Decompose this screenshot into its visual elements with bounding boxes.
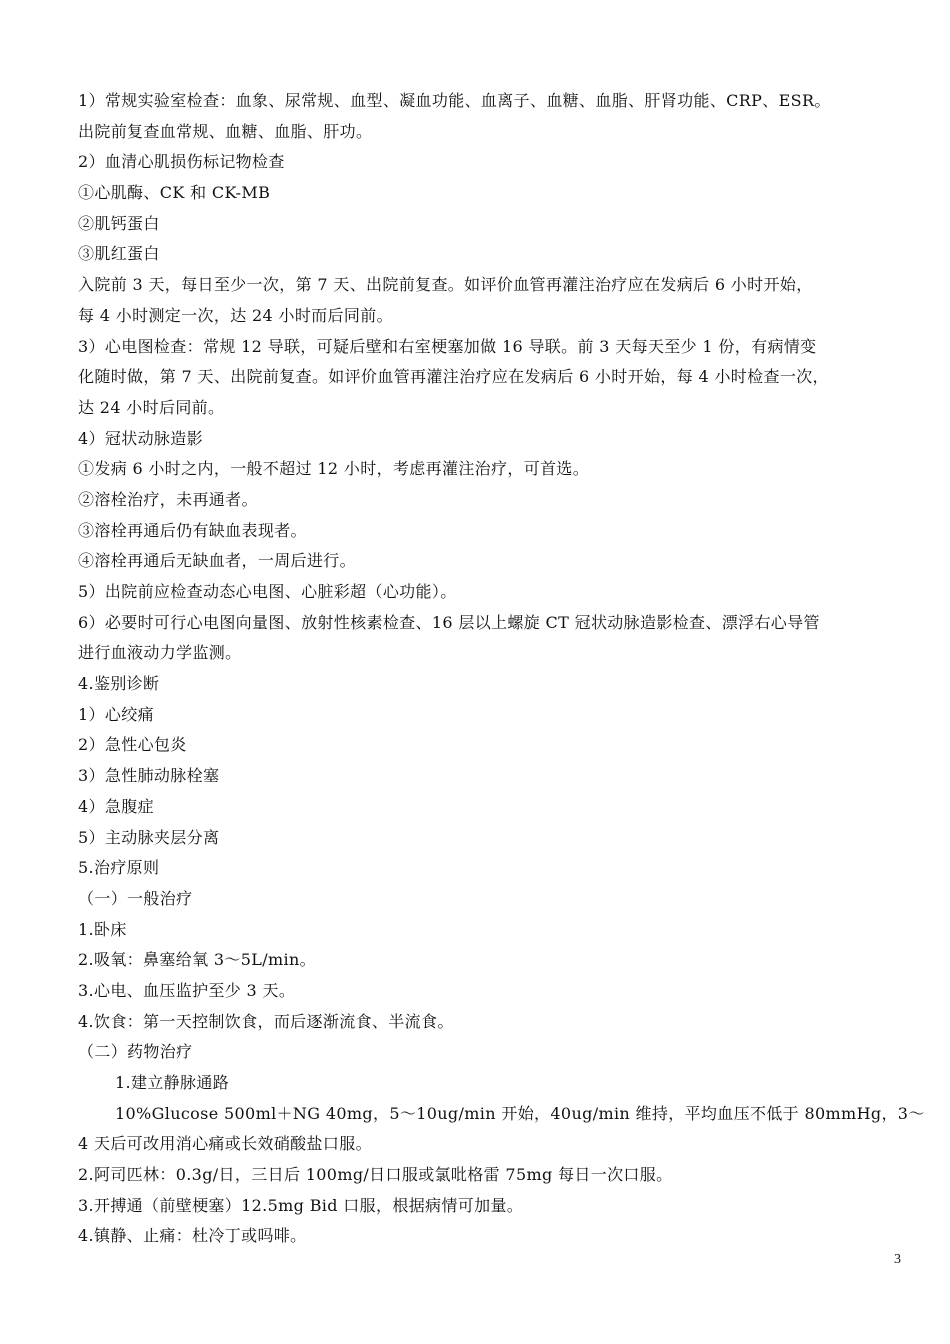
list-item: ③肌红蛋白 [78, 244, 160, 264]
list-item: 2.吸氧：鼻塞给氧 3～5L/min。 [78, 950, 316, 970]
document-body [78, 86, 925, 1252]
section-heading: 4.鉴别诊断 [78, 674, 160, 694]
list-item: ③溶栓再通后仍有缺血表现者。 [78, 520, 307, 540]
text-line: 10%Glucose 500ml＋NG 40mg，5～10ug/min 开始，40ug/min 维持，平均血压不低于 80mmHg，3～ [115, 1103, 925, 1123]
text-line: 入院前 3 天，每日至少一次，第 7 天、出院前复查。如评价血管再灌注治疗应在发病后 6 小时开始， [78, 275, 813, 295]
list-item: 4）急腹症 [78, 796, 154, 816]
text-line: 3）心电图检查：常规 12 导联，可疑后壁和右室梗塞加做 16 导联。前 3 天每天至少 1 份，有病情变 [78, 336, 817, 356]
list-item: 3.心电、血压监护至少 3 天。 [78, 980, 296, 1000]
subsection-heading: （一）一般治疗 [78, 888, 193, 908]
list-item: ②肌钙蛋白 [78, 213, 160, 233]
list-item: ②溶栓治疗，未再通者。 [78, 489, 258, 509]
section-heading: 2）血清心肌损伤标记物检查 [78, 152, 285, 172]
subsection-heading: （二）药物治疗 [78, 1042, 193, 1062]
text-line: 5）出院前应检查动态心电图、心脏彩超（心功能）。 [78, 582, 457, 601]
section-heading: 4）冠状动脉造影 [78, 428, 203, 448]
list-item: 2.阿司匹林：0.3g/日，三日后 100mg/日口服或氯吡格雷 75mg 每日一次口服。 [78, 1165, 673, 1185]
list-item: 3）急性肺动脉栓塞 [78, 766, 220, 786]
text-line: 每 4 小时测定一次，达 24 小时而后同前。 [78, 305, 393, 325]
text-line: 1）常规实验室检查：血象、尿常规、血型、凝血功能、血离子、血糖、血脂、肝肾功能、CRP、ESR。 [78, 91, 831, 110]
list-item: ④溶栓再通后无缺血者，一周后进行。 [78, 551, 356, 571]
list-item: 3.开搏通（前壁梗塞）12.5mg Bid 口服，根据病情可加量。 [78, 1195, 524, 1215]
section-heading: 5.治疗原则 [78, 858, 160, 878]
list-item: 5）主动脉夹层分离 [78, 827, 220, 847]
list-item: 4.饮食：第一天控制饮食，而后逐渐流食、半流食。 [78, 1011, 454, 1031]
text-line: 4 天后可改用消心痛或长效硝酸盐口服。 [78, 1134, 372, 1154]
list-item: ①发病 6 小时之内，一般不超过 12 小时，考虑再灌注治疗，可首选。 [78, 459, 590, 479]
list-item: 2）急性心包炎 [78, 735, 187, 755]
text-line: 进行血液动力学监测。 [78, 643, 242, 663]
text-line: 6）必要时可行心电图向量图、放射性核素检查、16 层以上螺旋 CT 冠状动脉造影检查、漂浮右心导管 [78, 612, 820, 632]
list-item: 4.镇静、止痛：杜冷丁或吗啡。 [78, 1226, 307, 1246]
list-item: 1）心绞痛 [78, 704, 154, 724]
page-number: 3 [894, 1252, 901, 1267]
text-line: 化随时做，第 7 天、出院前复查。如评价血管再灌注治疗应在发病后 6 小时开始，每 4 小时检查一次， [78, 367, 829, 387]
text-line: 达 24 小时后同前。 [78, 397, 225, 417]
list-item: 1.建立静脉通路 [115, 1073, 230, 1092]
list-item: 1.卧床 [78, 919, 127, 939]
list-item: ①心肌酶、CK 和 CK-MB [78, 183, 271, 203]
text-line: 出院前复查血常规、血糖、血脂、肝功。 [78, 121, 373, 141]
